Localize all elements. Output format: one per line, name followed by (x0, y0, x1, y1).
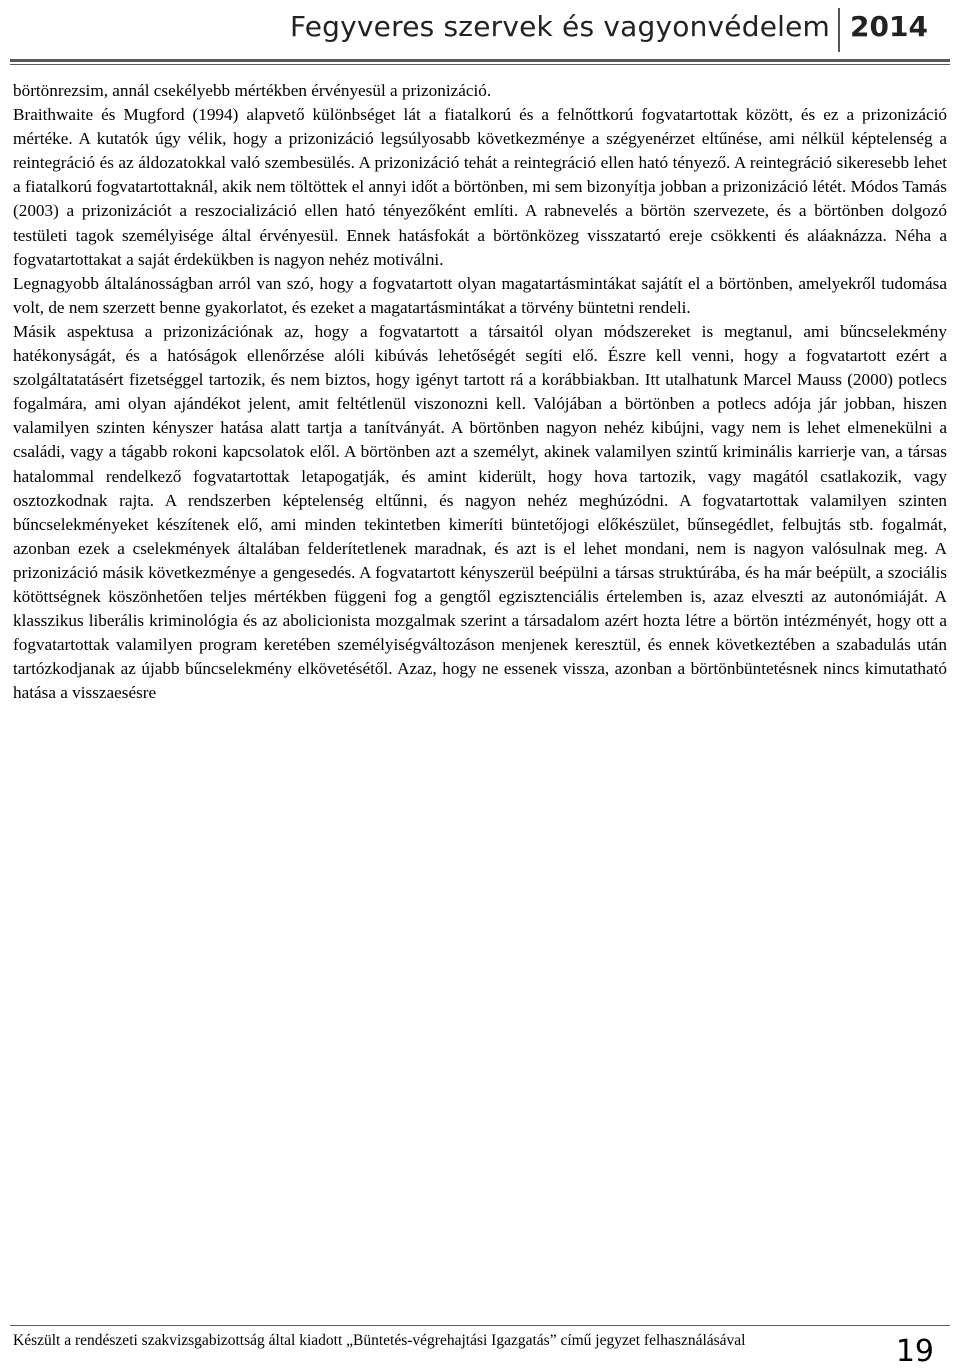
paragraph-2: Braithwaite és Mugford (1994) alapvető különbséget lát a fiatalkorú és a felnőttkorú fogvatartottak között, és ez a prizonizáció mértéke. A kutatók úgy vélik, hogy a prizonizáció legsúlyosabb következménye a szégyenérzet eltűnése, ami nélkül képtelenség a reintegráció és az áldozatokkal való szembesülés. A prizonizáció tehát a reintegráció ellen ható tényező. A reintegráció sikeresebb lehet a fiatalkorú fogvatartottaknál, akik nem töltöttek el annyi időt a börtönben, mi sem bizonyítja jobban a prizonizáció létét. Módos Tamás (2003) a prizonizációt a reszocializáció ellen ható tényezőként említi. A rabnevelés a börtön szervezete, és a börtönben dolgozó testületi tagok személyisége által érvényesül. Ennek hatásfokát a börtönközeg visszatartó ereje csökkenti és aláaknázza. Néha a fogvatartottakat a saját érdekükben is nagyon nehéz motiválni. (13, 105, 947, 269)
footer-text: Készült a rendészeti szakvizsgabizottság által kiadott „Büntetés-végrehajtási Igazgatás” című jegyzet felhasználásával (13, 1332, 746, 1349)
footer-rule (10, 1325, 950, 1326)
paragraph-3: Legnagyobb általánosságban arról van szó, hogy a fogvatartott olyan magatartásmintákat sajátít el a börtönben, amelyekről tudomása volt, de nem szerzett benne gyakorlatot, és ezeket a magatartásmintákat a törvény büntetni rendeli. (13, 273, 947, 317)
document-body (13, 79, 947, 705)
header-rule-thin (10, 64, 950, 65)
header-divider (838, 8, 840, 52)
header-title: Fegyveres szervek és vagyonvédelem (289, 10, 830, 43)
header-rule (10, 59, 950, 62)
header-year: 2014 (850, 10, 928, 43)
paragraph-4: Másik aspektusa a prizonizációnak az, hogy a fogvatartott a társaitól olyan módszereket is megtanul, ami bűncselekmény hatékonyságát, és a hatóságok ellenőrzése alóli kibúvás lehetőségét segíti elő. Észre kell venni, hogy a fogvatartott ezért a szolgáltatatásért fizetséggel tartozik, és nem biztos, hogy igényt tartott rá a korábbiakban. Itt utalhatunk Marcel Mauss (2000) potlecs fogalmára, ami olyan ajándékot jelent, amit feltétlenül viszonozni kell. Valójában a börtönben a potlecs adója jár jobban, hiszen valamilyen szinten kényszer hatása alatt tartja a tanítványát. A börtönben nagyon nehéz kibújni, vagy nem is lehet elmenekülni a családi, vagy a tágabb rokoni kapcsolatok elől. A börtönben azt a személyt, akinek valamilyen szintű kriminális karrierje van, a társas hatalommal rendelkező fogvatartottak letapogatják, és amint kiderült, hogy hova tartozik, vagy magától csatlakozik, vagy osztozkodnak rajta. A rendszerben képtelenség eltűnni, és nagyon nehéz meghúzódni. A fogvatartottak valamilyen szinten bűncselekményeket készítenek elő, ami minden tekintetben kimeríti büntetőjogi előkészület, bűnsegédlet, felbujtás stb. fogalmát, azonban ezek a cselekmények általában felderítetlenek maradnak, és azt is el lehet mondani, nem is nagyon valósulnak meg. A prizonizáció másik következménye a gengesedés. A fogvatartott kényszerül beépülni a társas struktúrába, és ha már beépült, a szociális kötöttségnek köszönhetően teljes mértékben függeni fog a gengtől egzisztenciális értelemben is, azaz elveszti az autonómiáját. A klasszikus liberális kriminológia és az abolicionista mozgalmak szerint a társadalom azért hozta létre a börtön intézményét, hogy ott a fogvatartottak valamilyen program keretében személyiségváltozáson menjenek keresztül, és ennek következtében a szabadulás után tartózkodjanak az újabb bűncselekmény elkövetésétől. Azaz, hogy ne essenek vissza, azonban a börtönbüntetésnek nincs kimutatható hatása a visszaesésre (13, 321, 947, 703)
paragraph-1: börtönrezsim, annál csekélyebb mértékben érvényesül a prizonizáció. (13, 81, 492, 100)
page-header (0, 4, 960, 52)
page-number: 19 (895, 1334, 934, 1369)
